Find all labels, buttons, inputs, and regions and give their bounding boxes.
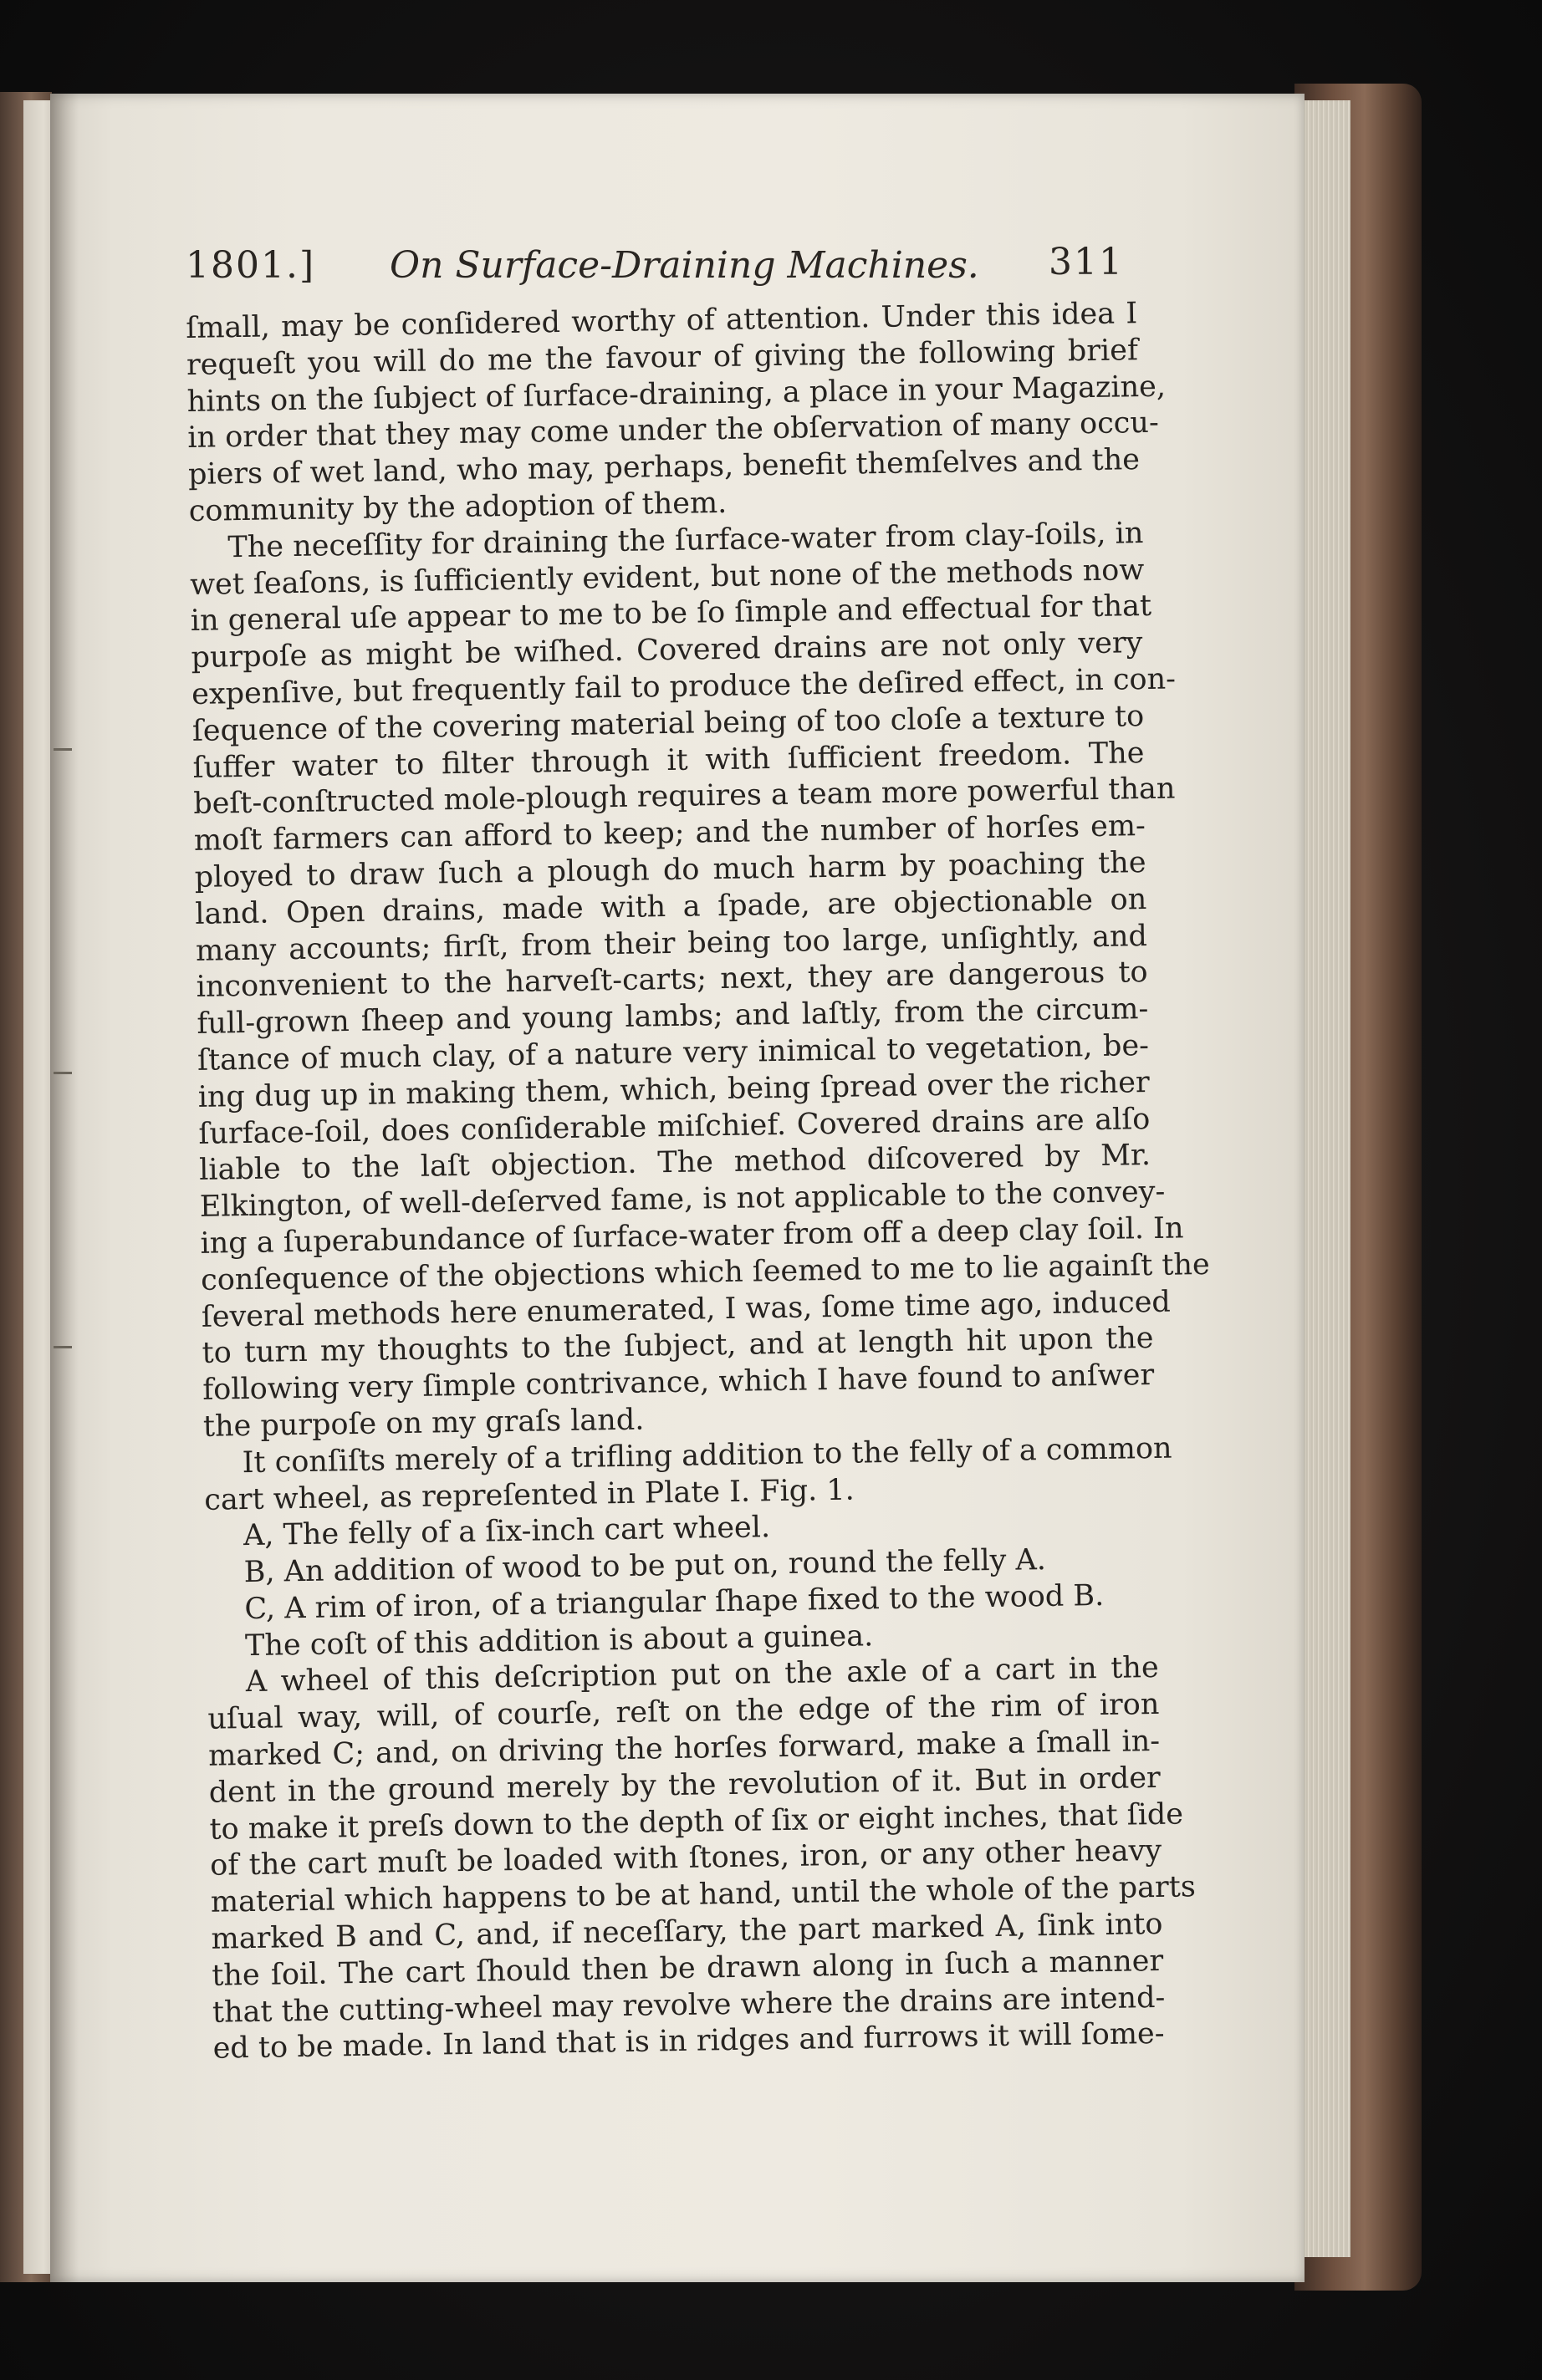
gutter-shadow [50,94,79,2282]
text-line: ſequence of the covering material being of too cloſe a texture to [191,699,1145,748]
text-line: ing a ſuperabundance of ſurface-water from off a deep clay ſoil. In [200,1211,1184,1261]
margin-mark [54,1346,72,1348]
text-line: ſeveral methods here enumerated, I was, ſome time ago, induced [201,1285,1172,1334]
text-line: to turn my thoughts to the ſubject, and at length hit upon the [202,1322,1154,1371]
margin-mark [54,748,72,751]
text-line: moſt farmers can afford to keep; and the number of horſes em- [193,809,1146,859]
text-line: the purpoſe on my graſs land. [202,1403,645,1444]
text-line: cart wheel, as repreſented in Plate I. Fig. 1. [204,1473,855,1517]
text-line: The neceſſity for draining the ſurface-water from clay-ſoils, in [227,516,1144,565]
text-line: purpoſe as might be wiſhed. Covered drains are not only very [191,626,1143,675]
text-line: ſurface-ſoil, does conſiderable miſchief. Covered drains are alſo [198,1102,1151,1151]
text-line: inconvenient to the harveſt-carts; next, they are dangerous to [196,956,1148,1005]
text-line: liable to the laſt objection. The method diſcovered by Mr. [198,1139,1151,1188]
text-line: beſt-conſtructed mole-plough requires a team more powerful than [192,772,1176,822]
text-line: conſequence of the objections which ſeemed to me to lie againſt the [200,1247,1211,1297]
text-line: the ſoil. The cart ſhould then be drawn along in ſuch a manner [211,1944,1164,1993]
text-line: in order that they may come under the obſervation of many occu- [187,406,1160,456]
text-line: piers of wet land, who may, perhaps, benefit themſelves and the [187,443,1141,492]
header-year: 1801.] [186,244,316,287]
text-line: marked B and C, and, if neceſſary, the part marked A, ſink into [211,1907,1163,1956]
text-line: uſual way, will, of courſe, reſt on the edge of the rim of iron [207,1688,1160,1737]
text-line: many accounts; firſt, from their being too large, unſightly, and [195,919,1148,968]
page-number: 311 [1049,241,1124,283]
running-head [186,241,1137,294]
text-line: ſmall, may be conſidered worthy of attention. Under this idea I [186,297,1138,345]
text-line: dent in the ground merely by the revolution of it. But in order [208,1761,1162,1810]
text-line: A wheel of this deſcription put on the axle of a cart in the [245,1651,1159,1700]
text-line: C, A rim of iron, of a triangular ſhape fixed to the wood B. [244,1578,1105,1626]
text-line: following very ſimple contrivance, which I have found to anſwer [202,1358,1155,1407]
text-line: ed to be made. In land that is in ridges and furrows it will ſome- [212,2017,1165,2067]
text-line: community by the adoption of them. [188,486,728,528]
text-line: hints on the ſubject of ſurface-draining, a place in your Magazine, [186,369,1167,419]
text-line: marked C; and, on driving the horſes forward, make a ſmall in- [207,1724,1161,1773]
text-line: to make it preſs down to the depth of ſix or eight inches, that ſide [209,1797,1184,1847]
text-line: in general uſe appear to me to be ſo ſimple and effectual for that [190,589,1152,639]
text-line: Elkington, of well-deſerved fame, is not applicable to the convey- [199,1175,1166,1224]
text-line: A, The felly of a ſix-inch cart wheel. [243,1511,771,1553]
text-line: ſuffer water to filter through it with ſufficient freedom. The [192,736,1145,785]
text-line: full-grown ſheep and young lambs; and laſtly, from the circum- [197,992,1149,1042]
text-line: B, An addition of wood to be put on, round the felly A. [243,1543,1047,1590]
text-line: ing dug up in making them, which, being ſpread over the richer [197,1065,1150,1114]
text-line: wet ſeaſons, is ſufficiently evident, but none of the methods now [189,553,1145,602]
text-line: requeſt you will do me the favour of giving the following brief [186,333,1139,382]
header-title: On Surface-Draining Machines. [390,244,979,287]
text-line: ployed to draw ſuch a plough do much harm by poaching the [194,845,1146,894]
page-edges [1300,100,1351,2257]
text-line: of the cart muſt be loaded with ſtones, iron, or any other heavy [209,1834,1162,1883]
text-line: ſtance of much clay, of a nature very inimical to vegetation, be- [197,1028,1150,1078]
text-line: The coſt of this addition is about a guinea. [244,1618,874,1663]
text-line: material which happens to be at hand, until the whole of the parts [210,1870,1197,1920]
text-line: land. Open drains, made with a ſpade, are objectionable on [195,882,1147,931]
text-line: It conſiſts merely of a trifling addition to the felly of a common [242,1431,1172,1480]
body-text [186,296,1211,2068]
text-line: that the cutting-wheel may revolve where the drains are intend- [212,1980,1166,2030]
text-line: expenſive, but frequently fail to produce the deſired effect, in con- [191,662,1177,711]
margin-mark [54,1072,72,1074]
